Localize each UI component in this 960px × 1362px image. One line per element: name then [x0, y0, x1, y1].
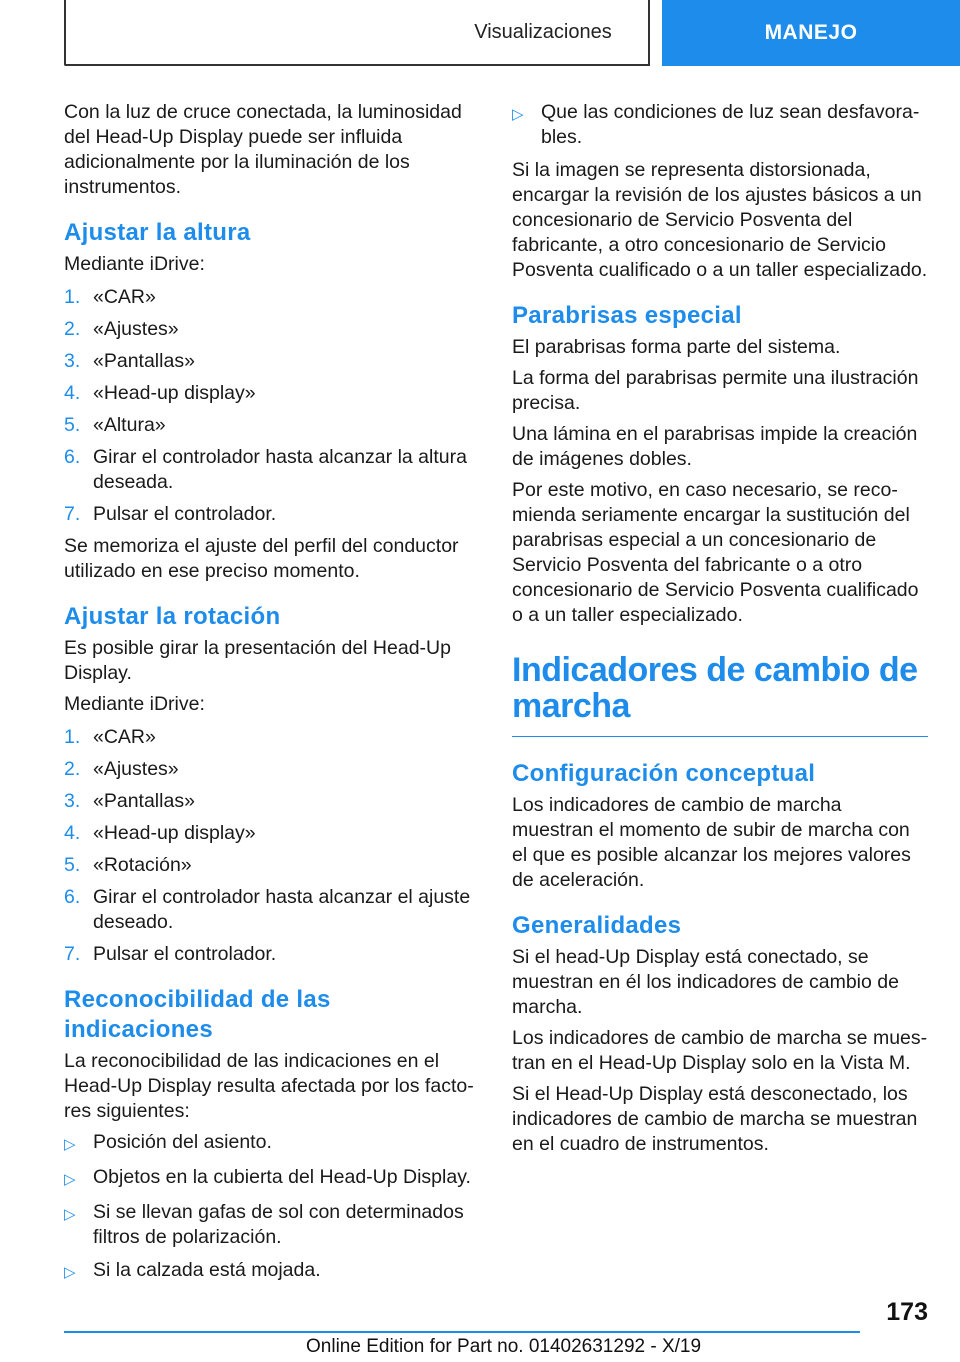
bullet-text: Posición del asiento.	[93, 1131, 272, 1153]
step-text: «Head-up display»	[93, 382, 256, 404]
list-item	[64, 349, 480, 374]
triangle-bullet-icon: ▷	[64, 1206, 76, 1223]
list-item	[64, 885, 480, 935]
step-text: Pulsar el controlador.	[93, 503, 277, 525]
footer-divider	[64, 1331, 860, 1333]
triangle-bullet-icon: ▷	[64, 1264, 76, 1281]
bullet-text: Objetos en la cubierta del Head-Up Display.	[93, 1166, 471, 1188]
triangle-bullet-icon: ▷	[512, 106, 524, 123]
step-number: 4.	[64, 382, 81, 404]
list-item	[64, 942, 480, 967]
steps-altura	[64, 285, 480, 527]
list-item	[64, 445, 480, 495]
step-number: 6.	[64, 886, 81, 908]
step-text: «Altura»	[93, 414, 166, 436]
step-text: Pulsar el controlador.	[93, 943, 277, 965]
list-item	[512, 100, 928, 150]
general-p1: Si el head-Up Display está conectado, se muestran en él los indicadores de cambio de marcha.	[512, 946, 899, 1018]
bullet-text: Si la calzada está mojada.	[93, 1259, 321, 1281]
intro-paragraph: Con la luz de cruce conectada, la luminosidad del Head-Up Display puede ser influida adicionalmente por la iluminación de los instrumentos.	[64, 101, 462, 198]
idrive-label: Mediante iDrive:	[64, 253, 205, 275]
steps-rotacion	[64, 725, 480, 967]
step-number: 3.	[64, 350, 81, 372]
step-number: 7.	[64, 943, 81, 965]
step-text: Girar el controlador hasta alcanzar la altura deseada.	[93, 446, 467, 493]
right-column	[512, 100, 928, 1163]
heading-parabrisas-especial: Parabrisas especial	[512, 302, 742, 329]
rotation-intro: Es posible girar la presentación del Head-Up Display.	[64, 637, 451, 684]
step-number: 3.	[64, 790, 81, 812]
step-number: 5.	[64, 854, 81, 876]
config-paragraph: Los indicadores de cambio de marcha muestran el momento de subir de marcha con el que es posible alcanzar los mejores valores de aceleración.	[512, 794, 911, 891]
step-text: «Ajustes»	[93, 758, 179, 780]
edition-note: Online Edition for Part no. 01402631292 - X/19	[306, 1336, 702, 1357]
general-p2: Los indicadores de cambio de marcha se muestran en el Head-Up Display solo en la Vista M.	[512, 1027, 928, 1074]
heading-ajustar-altura: Ajustar la altura	[64, 219, 251, 246]
step-number: 4.	[64, 822, 81, 844]
step-text: «Ajustes»	[93, 318, 179, 340]
step-number: 1.	[64, 286, 81, 308]
heading-ajustar-rotacion: Ajustar la rotación	[64, 603, 281, 630]
list-item	[64, 413, 480, 438]
distortion-paragraph: Si la imagen se representa distorsionada, encargar la revisión de los ajustes básicos a un concesionario de Servicio Posventa del fabricante, a otro concesionario de Servicio Posventa cualificado o a un taller especializado.	[512, 159, 928, 281]
step-text: «Rotación»	[93, 854, 192, 876]
heading-configuracion-conceptual: Configuración conceptual	[512, 760, 816, 787]
step-number: 2.	[64, 318, 81, 340]
heading-indicadores-cambio: Indicadores de cambio de marcha	[512, 652, 928, 737]
heading-generalidades: Generalidades	[512, 912, 682, 939]
section-title: Visualizaciones	[474, 20, 612, 43]
list-item	[64, 1200, 480, 1250]
windshield-p4: Por este motivo, en caso necesario, se recomienda seriamente encargar la sustitución del parabrisas especial a un concesionario de Servicio Posventa del fabricante o a otro concesionario de Servicio Posventa cualificado o a un taller especializado.	[512, 479, 919, 626]
memo-paragraph: Se memoriza el ajuste del perfil del conductor utilizado en ese preciso momento.	[64, 535, 459, 582]
windshield-p1: El parabrisas forma parte del sistema.	[512, 336, 841, 358]
left-column	[64, 100, 480, 1293]
step-text: Girar el controlador hasta alcanzar el ajuste deseado.	[93, 886, 471, 933]
heading-reconocibilidad: Reconocibilidad de las indicaciones	[64, 986, 331, 1043]
chapter-tab[interactable]: MANEJO	[662, 0, 960, 66]
list-item	[64, 285, 480, 310]
list-item	[64, 789, 480, 814]
list-item	[64, 1130, 480, 1157]
general-p3: Si el Head-Up Display está desconectado, los indicadores de cambio de marcha se muestran en el cuadro de instrumentos.	[512, 1083, 918, 1155]
triangle-bullet-icon: ▷	[64, 1171, 76, 1188]
page-number: 173	[886, 1298, 928, 1326]
step-number: 5.	[64, 414, 81, 436]
list-item	[64, 502, 480, 527]
list-item	[64, 853, 480, 878]
list-item	[64, 821, 480, 846]
step-number: 2.	[64, 758, 81, 780]
step-text: «CAR»	[93, 286, 156, 308]
step-text: «Head-up display»	[93, 822, 256, 844]
list-item	[64, 381, 480, 406]
bullet-text: Que las condiciones de luz sean desfavorables.	[541, 101, 920, 148]
idrive-label: Mediante iDrive:	[64, 693, 205, 715]
list-item	[64, 757, 480, 782]
step-number: 7.	[64, 503, 81, 525]
windshield-p3: Una lámina en el parabrisas impide la creación de imágenes dobles.	[512, 423, 918, 470]
list-item	[64, 317, 480, 342]
step-number: 6.	[64, 446, 81, 468]
factors-list-continued	[512, 100, 928, 150]
step-text: «CAR»	[93, 726, 156, 748]
list-item	[64, 1258, 480, 1285]
list-item	[64, 725, 480, 750]
step-text: «Pantallas»	[93, 350, 195, 372]
recon-intro: La reconocibilidad de las indicaciones en el Head-Up Display resulta afectada por los factores siguientes:	[64, 1050, 474, 1122]
step-text: «Pantallas»	[93, 790, 195, 812]
bullet-text: Si se llevan gafas de sol con determinados filtros de polarización.	[93, 1201, 464, 1248]
list-item	[64, 1165, 480, 1192]
triangle-bullet-icon: ▷	[64, 1136, 76, 1153]
windshield-p2: La forma del parabrisas permite una ilustración precisa.	[512, 367, 919, 414]
step-number: 1.	[64, 726, 81, 748]
factors-list	[64, 1130, 480, 1285]
